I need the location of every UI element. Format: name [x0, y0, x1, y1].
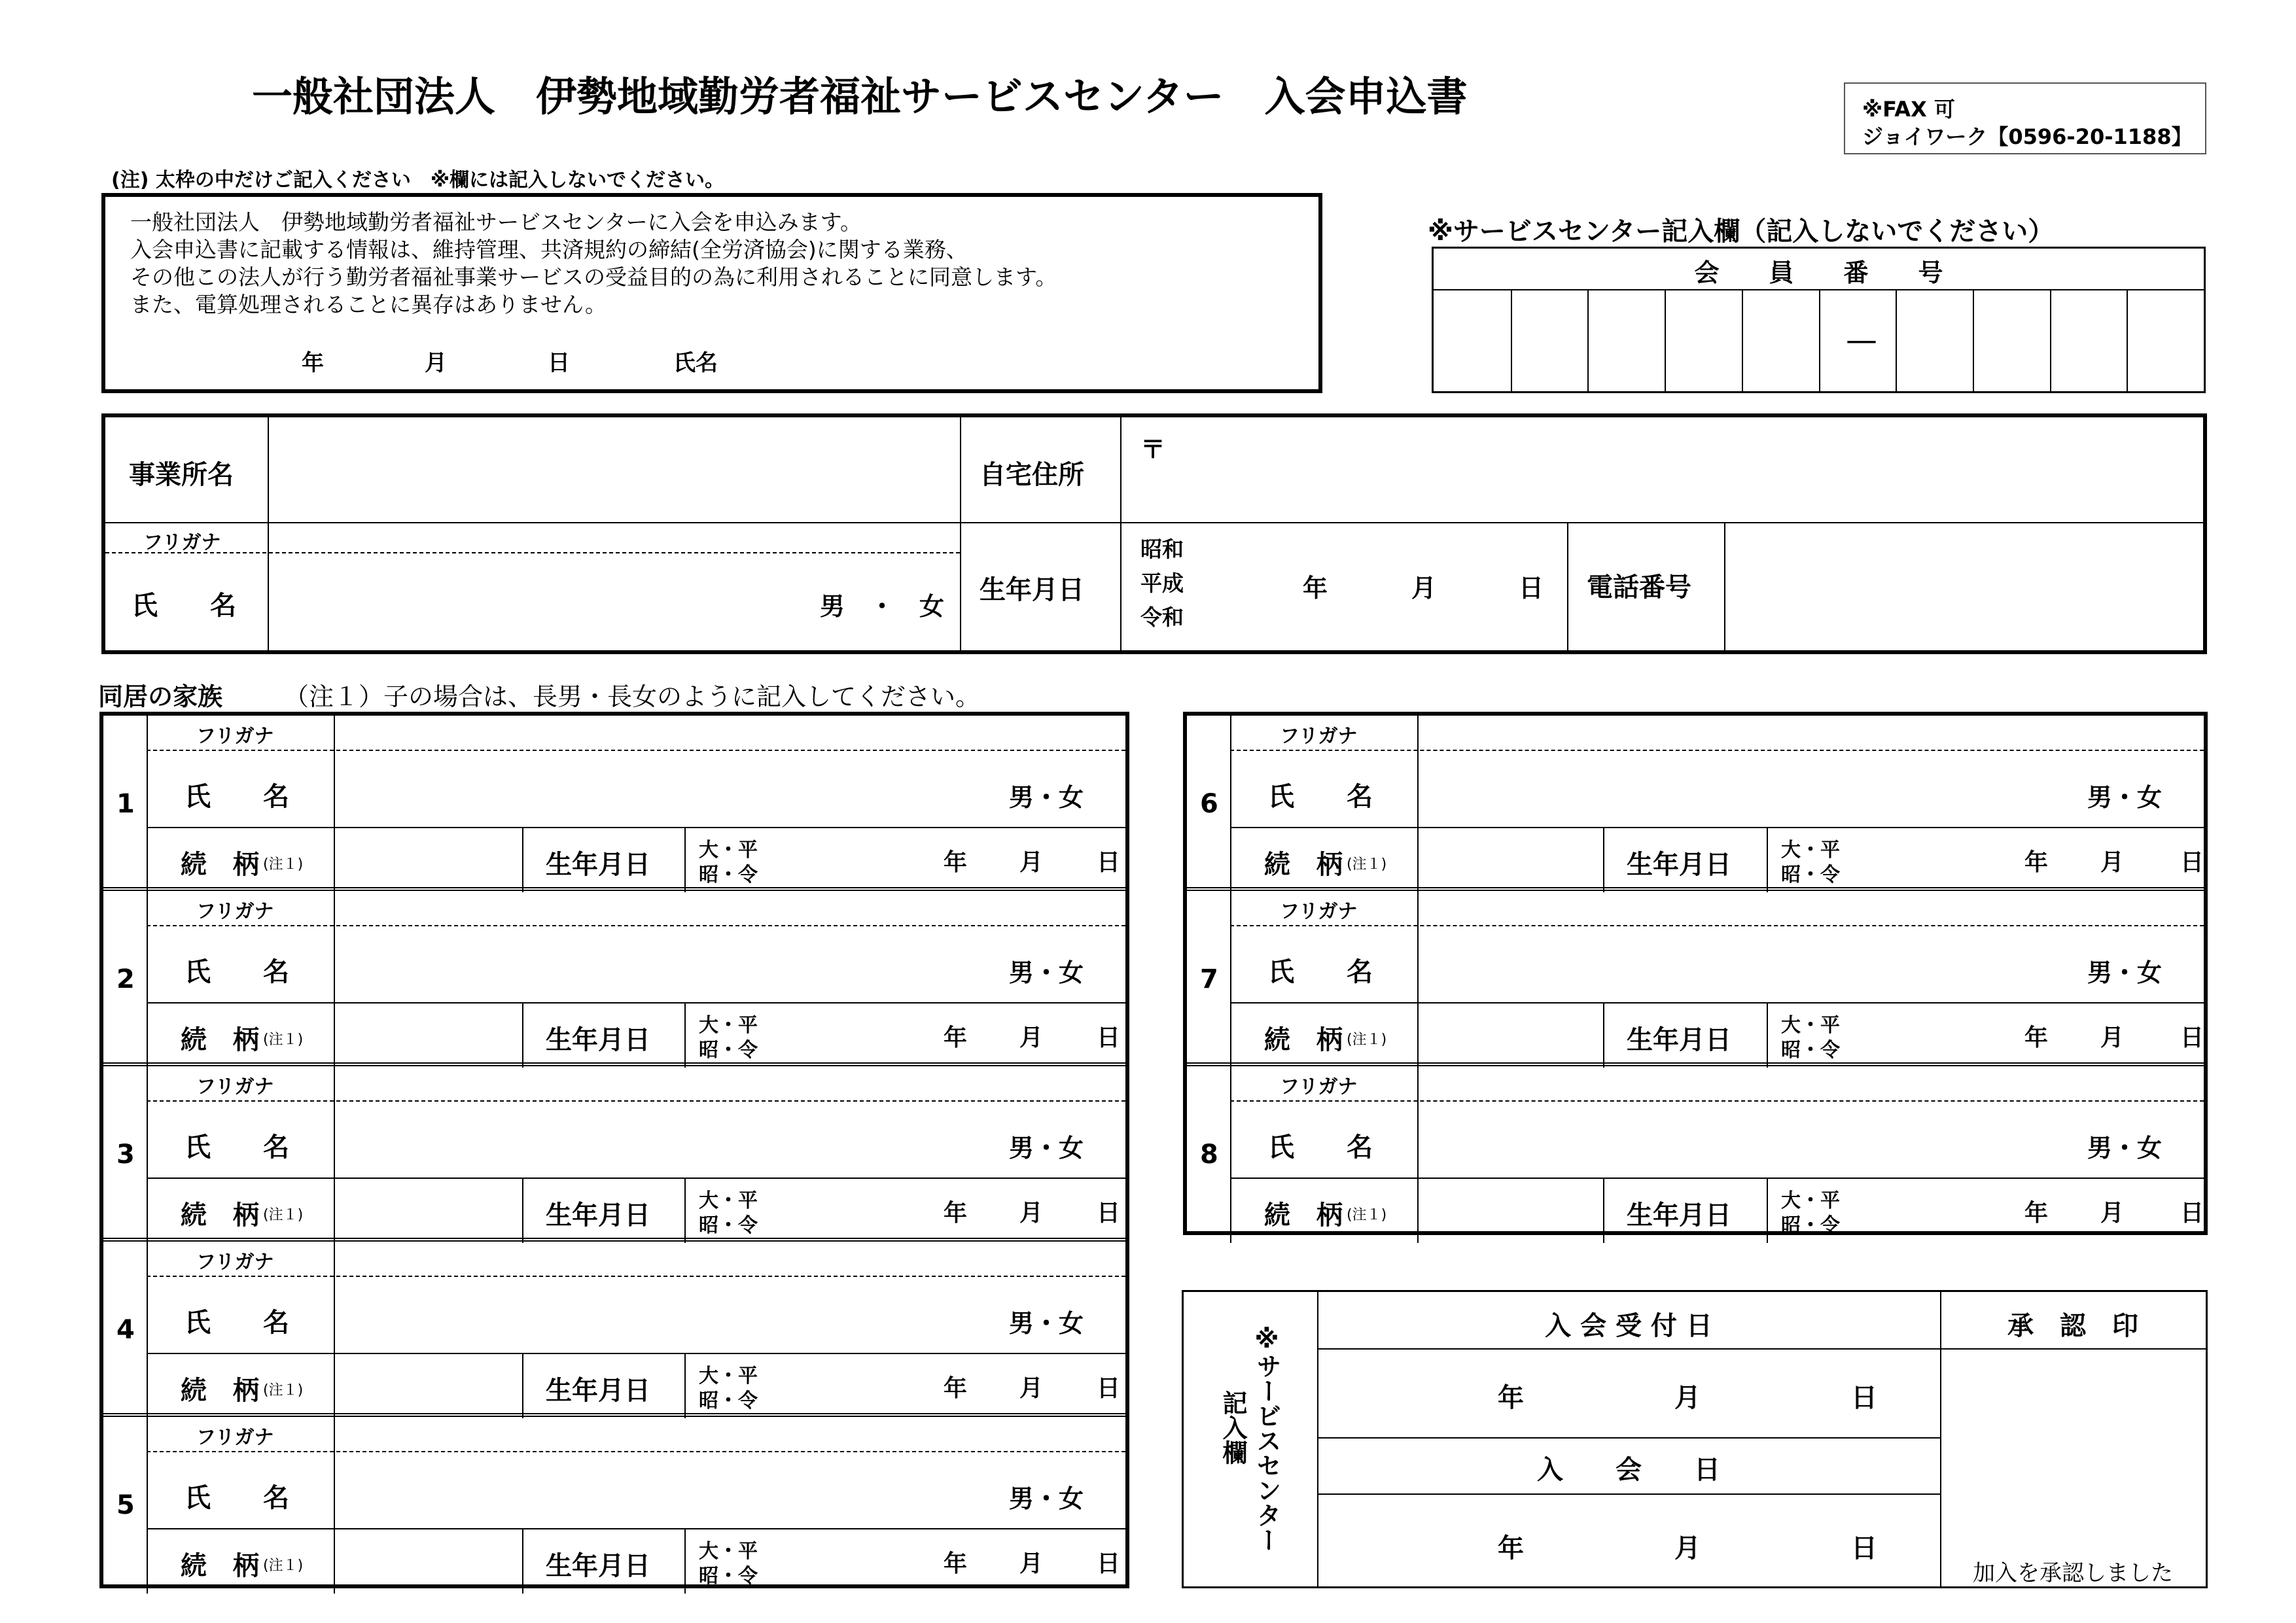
family-relation-note: (注１): [263, 1032, 304, 1048]
family-month-label: 月: [2100, 1024, 2125, 1051]
member-number-digit-box[interactable]: [2128, 290, 2202, 390]
family-day-label: 日: [1097, 849, 1121, 876]
family-member-block: [103, 1417, 1125, 1594]
birth-year-label: 年: [1303, 574, 1328, 602]
family-relation-field[interactable]: [336, 1531, 520, 1591]
instruction-note: (注) 太枠の中だけご記入ください ※欄には記入しないでください。: [111, 169, 725, 192]
family-year-label: 年: [2024, 1024, 2049, 1051]
family-era-top[interactable]: 大・平: [699, 1540, 758, 1563]
family-furigana-label: フリガナ: [196, 900, 274, 923]
family-year-label: 年: [944, 1200, 968, 1227]
office-use-vertical-label2: 記入欄: [1218, 1390, 1247, 1465]
consent-line-3: その他この法人が行う勤労者福祉事業サービスの受益目的の為に利用されることに同意します。: [130, 264, 1057, 290]
family-member-number: 8: [1200, 1140, 1218, 1170]
office-name-label: 事業所名: [129, 460, 234, 490]
family-relation-label: 続 柄: [181, 1025, 259, 1055]
home-address-label: 自宅住所: [980, 460, 1084, 490]
family-relation-note: (注１): [1347, 1207, 1387, 1223]
family-month-label: 月: [1019, 1375, 1044, 1402]
family-day-label: 日: [2180, 1024, 2204, 1051]
family-relation-label: 続 柄: [181, 1200, 259, 1230]
member-number-digit-box[interactable]: [1897, 290, 1971, 390]
family-relation-label: 続 柄: [181, 1551, 259, 1581]
consent-line-1: 一般社団法人 伊勢地域勤労者福祉サービスセンターに入会を申込みます。: [130, 209, 862, 235]
family-name-field[interactable]: [1420, 754, 2077, 824]
family-member-number: 4: [116, 1315, 135, 1345]
phone-label: 電話番号: [1587, 572, 1691, 602]
family-era-bottom[interactable]: 昭・令: [1781, 864, 1840, 886]
family-gender-selector[interactable]: 男・女: [2087, 783, 2163, 812]
consent-box: [101, 193, 1322, 393]
family-name-label: 氏 名: [185, 1308, 289, 1338]
approved-text: 加入を承認しました: [1973, 1560, 2173, 1586]
family-era-bottom[interactable]: 昭・令: [699, 1565, 758, 1588]
family-table-right: [1183, 712, 2208, 1235]
era-reiwa[interactable]: 令和: [1140, 604, 1184, 630]
family-member-block: [1187, 1066, 2204, 1243]
family-member-block: [103, 891, 1125, 1068]
family-member-block: [103, 716, 1125, 892]
consent-month-label: 月: [425, 350, 447, 376]
family-month-label: 月: [2100, 849, 2125, 876]
join-year-label: 年: [1498, 1533, 1524, 1563]
family-relation-field[interactable]: [1420, 829, 1600, 890]
member-number-table: [1432, 247, 2206, 393]
family-relation-label: 続 柄: [1264, 850, 1343, 880]
family-name-field[interactable]: [336, 1104, 998, 1175]
family-name-field[interactable]: [336, 1455, 998, 1526]
family-note: （注１）子の場合は、長男・長女のように記入してください。: [284, 682, 981, 711]
applicant-gender-selector[interactable]: 男 ・ 女: [820, 592, 945, 621]
consent-line-2: 入会申込書に記載する情報は、維持管理、共済規約の締結(全労済協会)に関する業務、: [130, 237, 968, 262]
family-year-label: 年: [2024, 1200, 2049, 1227]
page-title: 一般社団法人 伊勢地域勤労者福祉サービスセンター 入会申込書: [252, 73, 1468, 120]
family-furigana-label: フリガナ: [1280, 725, 1358, 748]
family-gender-selector[interactable]: 男・女: [1009, 783, 1084, 812]
family-member-block: [1187, 716, 2204, 892]
family-day-label: 日: [1097, 1375, 1121, 1402]
family-member-number: 2: [116, 964, 135, 994]
family-gender-selector[interactable]: 男・女: [1009, 1309, 1084, 1338]
join-day-label: 日: [1851, 1533, 1877, 1563]
family-relation-note: (注１): [263, 1558, 304, 1574]
family-name-label: 氏 名: [1268, 1132, 1373, 1162]
family-month-label: 月: [1019, 849, 1044, 876]
family-member-number: 5: [116, 1490, 135, 1520]
family-furigana-field[interactable]: [1420, 717, 2201, 747]
family-member-block: [1187, 891, 2204, 1068]
consent-day-label: 日: [548, 350, 570, 376]
family-birth-label: 生年月日: [546, 1551, 650, 1581]
consent-name-field[interactable]: [727, 331, 1303, 377]
family-year-label: 年: [2024, 849, 2049, 876]
member-number-digit-box[interactable]: [2051, 290, 2126, 390]
approval-stamp-label: 承 認 印: [2007, 1311, 2138, 1341]
family-table-left: [99, 712, 1129, 1588]
receipt-day-label: 日: [1851, 1383, 1877, 1413]
family-day-label: 日: [1097, 1200, 1121, 1227]
family-gender-selector[interactable]: 男・女: [1009, 958, 1084, 987]
family-era-top[interactable]: 大・平: [699, 839, 758, 862]
receipt-date-label: 入 会 受 付 日: [1545, 1311, 1712, 1341]
family-name-label: 氏 名: [185, 1132, 289, 1162]
join-month-label: 月: [1674, 1533, 1701, 1563]
family-era-top[interactable]: 大・平: [699, 1189, 758, 1212]
applicant-name-field[interactable]: [270, 555, 885, 646]
applicant-name-label: 氏 名: [132, 591, 236, 621]
postal-mark: 〒: [1140, 435, 1166, 464]
family-name-label: 氏 名: [185, 782, 289, 812]
family-era-bottom[interactable]: 昭・令: [699, 1039, 758, 1062]
family-birth-label: 生年月日: [1627, 1025, 1731, 1055]
family-member-number: 6: [1200, 789, 1218, 819]
family-birth-label: 生年月日: [1627, 850, 1731, 880]
service-center-heading: ※サービスセンター記入欄（記入しないでください）: [1428, 217, 2055, 247]
furigana-label: フリガナ: [143, 531, 221, 554]
family-furigana-field[interactable]: [1420, 892, 2201, 922]
member-number-digit-box[interactable]: [1666, 290, 1740, 390]
birth-date-label: 生年月日: [980, 575, 1084, 605]
family-name-field[interactable]: [336, 754, 998, 824]
join-date-label: 入 会 日: [1537, 1455, 1720, 1485]
family-furigana-label: フリガナ: [1280, 900, 1358, 923]
member-number-digit-box[interactable]: [1435, 290, 1510, 390]
family-year-label: 年: [944, 1550, 968, 1577]
family-day-label: 日: [2180, 1200, 2204, 1227]
office-use-box: [1182, 1290, 2208, 1588]
family-member-number: 3: [116, 1140, 135, 1170]
family-gender-selector[interactable]: 男・女: [1009, 1484, 1084, 1513]
family-gender-selector[interactable]: 男・女: [2087, 1134, 2163, 1162]
family-gender-selector[interactable]: 男・女: [2087, 958, 2163, 987]
family-birth-label: 生年月日: [546, 1200, 650, 1230]
family-era-top[interactable]: 大・平: [699, 1014, 758, 1037]
era-showa[interactable]: 昭和: [1140, 536, 1184, 562]
family-birth-label: 生年月日: [546, 1025, 650, 1055]
member-number-digit-box[interactable]: [1589, 290, 1663, 390]
family-relation-label: 続 柄: [181, 850, 259, 880]
family-relation-label: 続 柄: [1264, 1025, 1343, 1055]
office-use-vertical-label: ※サービスセンター: [1252, 1325, 1281, 1552]
member-number-digit-box[interactable]: [1512, 290, 1587, 390]
era-heisei[interactable]: 平成: [1140, 570, 1184, 596]
family-name-label: 氏 名: [185, 957, 289, 987]
family-furigana-field[interactable]: [336, 1243, 1123, 1273]
consent-year-label: 年: [302, 350, 324, 376]
family-name-label: 氏 名: [185, 1483, 289, 1513]
family-furigana-field[interactable]: [1420, 1068, 2201, 1098]
family-furigana-label: フリガナ: [196, 1426, 274, 1449]
family-furigana-field[interactable]: [336, 892, 1123, 922]
family-name-field[interactable]: [1420, 1104, 2077, 1175]
family-name-field[interactable]: [1420, 929, 2077, 1000]
member-number-digit-box[interactable]: [1974, 290, 2049, 390]
family-name-field[interactable]: [336, 929, 998, 1000]
family-name-label: 氏 名: [1268, 782, 1373, 812]
family-relation-field[interactable]: [1420, 1180, 1600, 1240]
consent-name-label: 氏名: [673, 350, 718, 376]
family-relation-field[interactable]: [336, 1005, 520, 1065]
family-day-label: 日: [1097, 1024, 1121, 1051]
family-relation-note: (注１): [1347, 856, 1387, 873]
family-furigana-label: フリガナ: [196, 1251, 274, 1274]
family-birth-label: 生年月日: [1627, 1200, 1731, 1230]
family-relation-note: (注１): [263, 1207, 304, 1223]
family-furigana-field[interactable]: [336, 717, 1123, 747]
family-relation-field[interactable]: [336, 1355, 520, 1416]
family-year-label: 年: [944, 849, 968, 876]
family-year-label: 年: [944, 1024, 968, 1051]
family-relation-label: 続 柄: [1264, 1200, 1343, 1230]
family-era-bottom[interactable]: 昭・令: [699, 1214, 758, 1237]
family-era-bottom[interactable]: 昭・令: [1781, 1039, 1840, 1062]
family-name-field[interactable]: [336, 1280, 998, 1350]
applicant-table: [101, 413, 2207, 654]
family-era-top[interactable]: 大・平: [1781, 1189, 1840, 1212]
receipt-year-label: 年: [1498, 1383, 1524, 1413]
family-furigana-label: フリガナ: [196, 1075, 274, 1098]
family-gender-selector[interactable]: 男・女: [1009, 1134, 1084, 1162]
family-relation-field[interactable]: [1420, 1005, 1600, 1065]
family-era-bottom[interactable]: 昭・令: [699, 864, 758, 886]
home-address-field[interactable]: [1123, 420, 2200, 519]
family-month-label: 月: [1019, 1550, 1044, 1577]
consent-line-4: また、電算処理されることに異存はありません。: [130, 292, 607, 317]
family-relation-note: (注１): [263, 1382, 304, 1399]
family-day-label: 日: [1097, 1550, 1121, 1577]
family-member-number: 7: [1200, 964, 1218, 994]
birth-day-label: 日: [1519, 574, 1544, 602]
family-name-label: 氏 名: [1268, 957, 1373, 987]
member-number-dash: —: [1846, 322, 1877, 358]
family-relation-note: (注１): [1347, 1032, 1387, 1048]
family-furigana-field[interactable]: [336, 1068, 1123, 1098]
family-relation-field[interactable]: [336, 829, 520, 890]
family-heading: 同居の家族: [98, 682, 223, 711]
member-number-label: 会 員 番 号: [1694, 258, 1943, 287]
family-day-label: 日: [2180, 849, 2204, 876]
family-month-label: 月: [1019, 1024, 1044, 1051]
fax-line1: ※FAX 可: [1862, 97, 1955, 122]
family-relation-note: (注１): [263, 856, 304, 873]
family-furigana-field[interactable]: [336, 1418, 1123, 1448]
family-furigana-label: フリガナ: [196, 725, 274, 748]
birth-month-label: 月: [1411, 574, 1437, 602]
office-name-field[interactable]: [270, 420, 957, 519]
family-year-label: 年: [944, 1375, 968, 1402]
family-member-number: 1: [116, 789, 135, 819]
family-member-block: [103, 1242, 1125, 1418]
member-number-digit-box[interactable]: [1743, 290, 1818, 390]
family-era-top[interactable]: 大・平: [1781, 1014, 1840, 1037]
family-birth-label: 生年月日: [546, 850, 650, 880]
fax-line2: ジョイワーク【0596-20-1188】: [1862, 124, 2193, 149]
family-era-bottom[interactable]: 昭・令: [699, 1389, 758, 1412]
family-member-block: [103, 1066, 1125, 1243]
family-month-label: 月: [1019, 1200, 1044, 1227]
family-furigana-label: フリガナ: [1280, 1075, 1358, 1098]
phone-field[interactable]: [1728, 525, 2200, 649]
family-relation-field[interactable]: [336, 1180, 520, 1240]
family-month-label: 月: [2100, 1200, 2125, 1227]
receipt-month-label: 月: [1674, 1383, 1701, 1413]
family-birth-label: 生年月日: [546, 1376, 650, 1406]
family-era-top[interactable]: 大・平: [699, 1365, 758, 1387]
family-era-top[interactable]: 大・平: [1781, 839, 1840, 862]
family-relation-label: 続 柄: [181, 1376, 259, 1406]
family-era-bottom[interactable]: 昭・令: [1781, 1214, 1840, 1237]
furigana-field[interactable]: [270, 525, 957, 551]
fax-box: [1844, 82, 2206, 154]
